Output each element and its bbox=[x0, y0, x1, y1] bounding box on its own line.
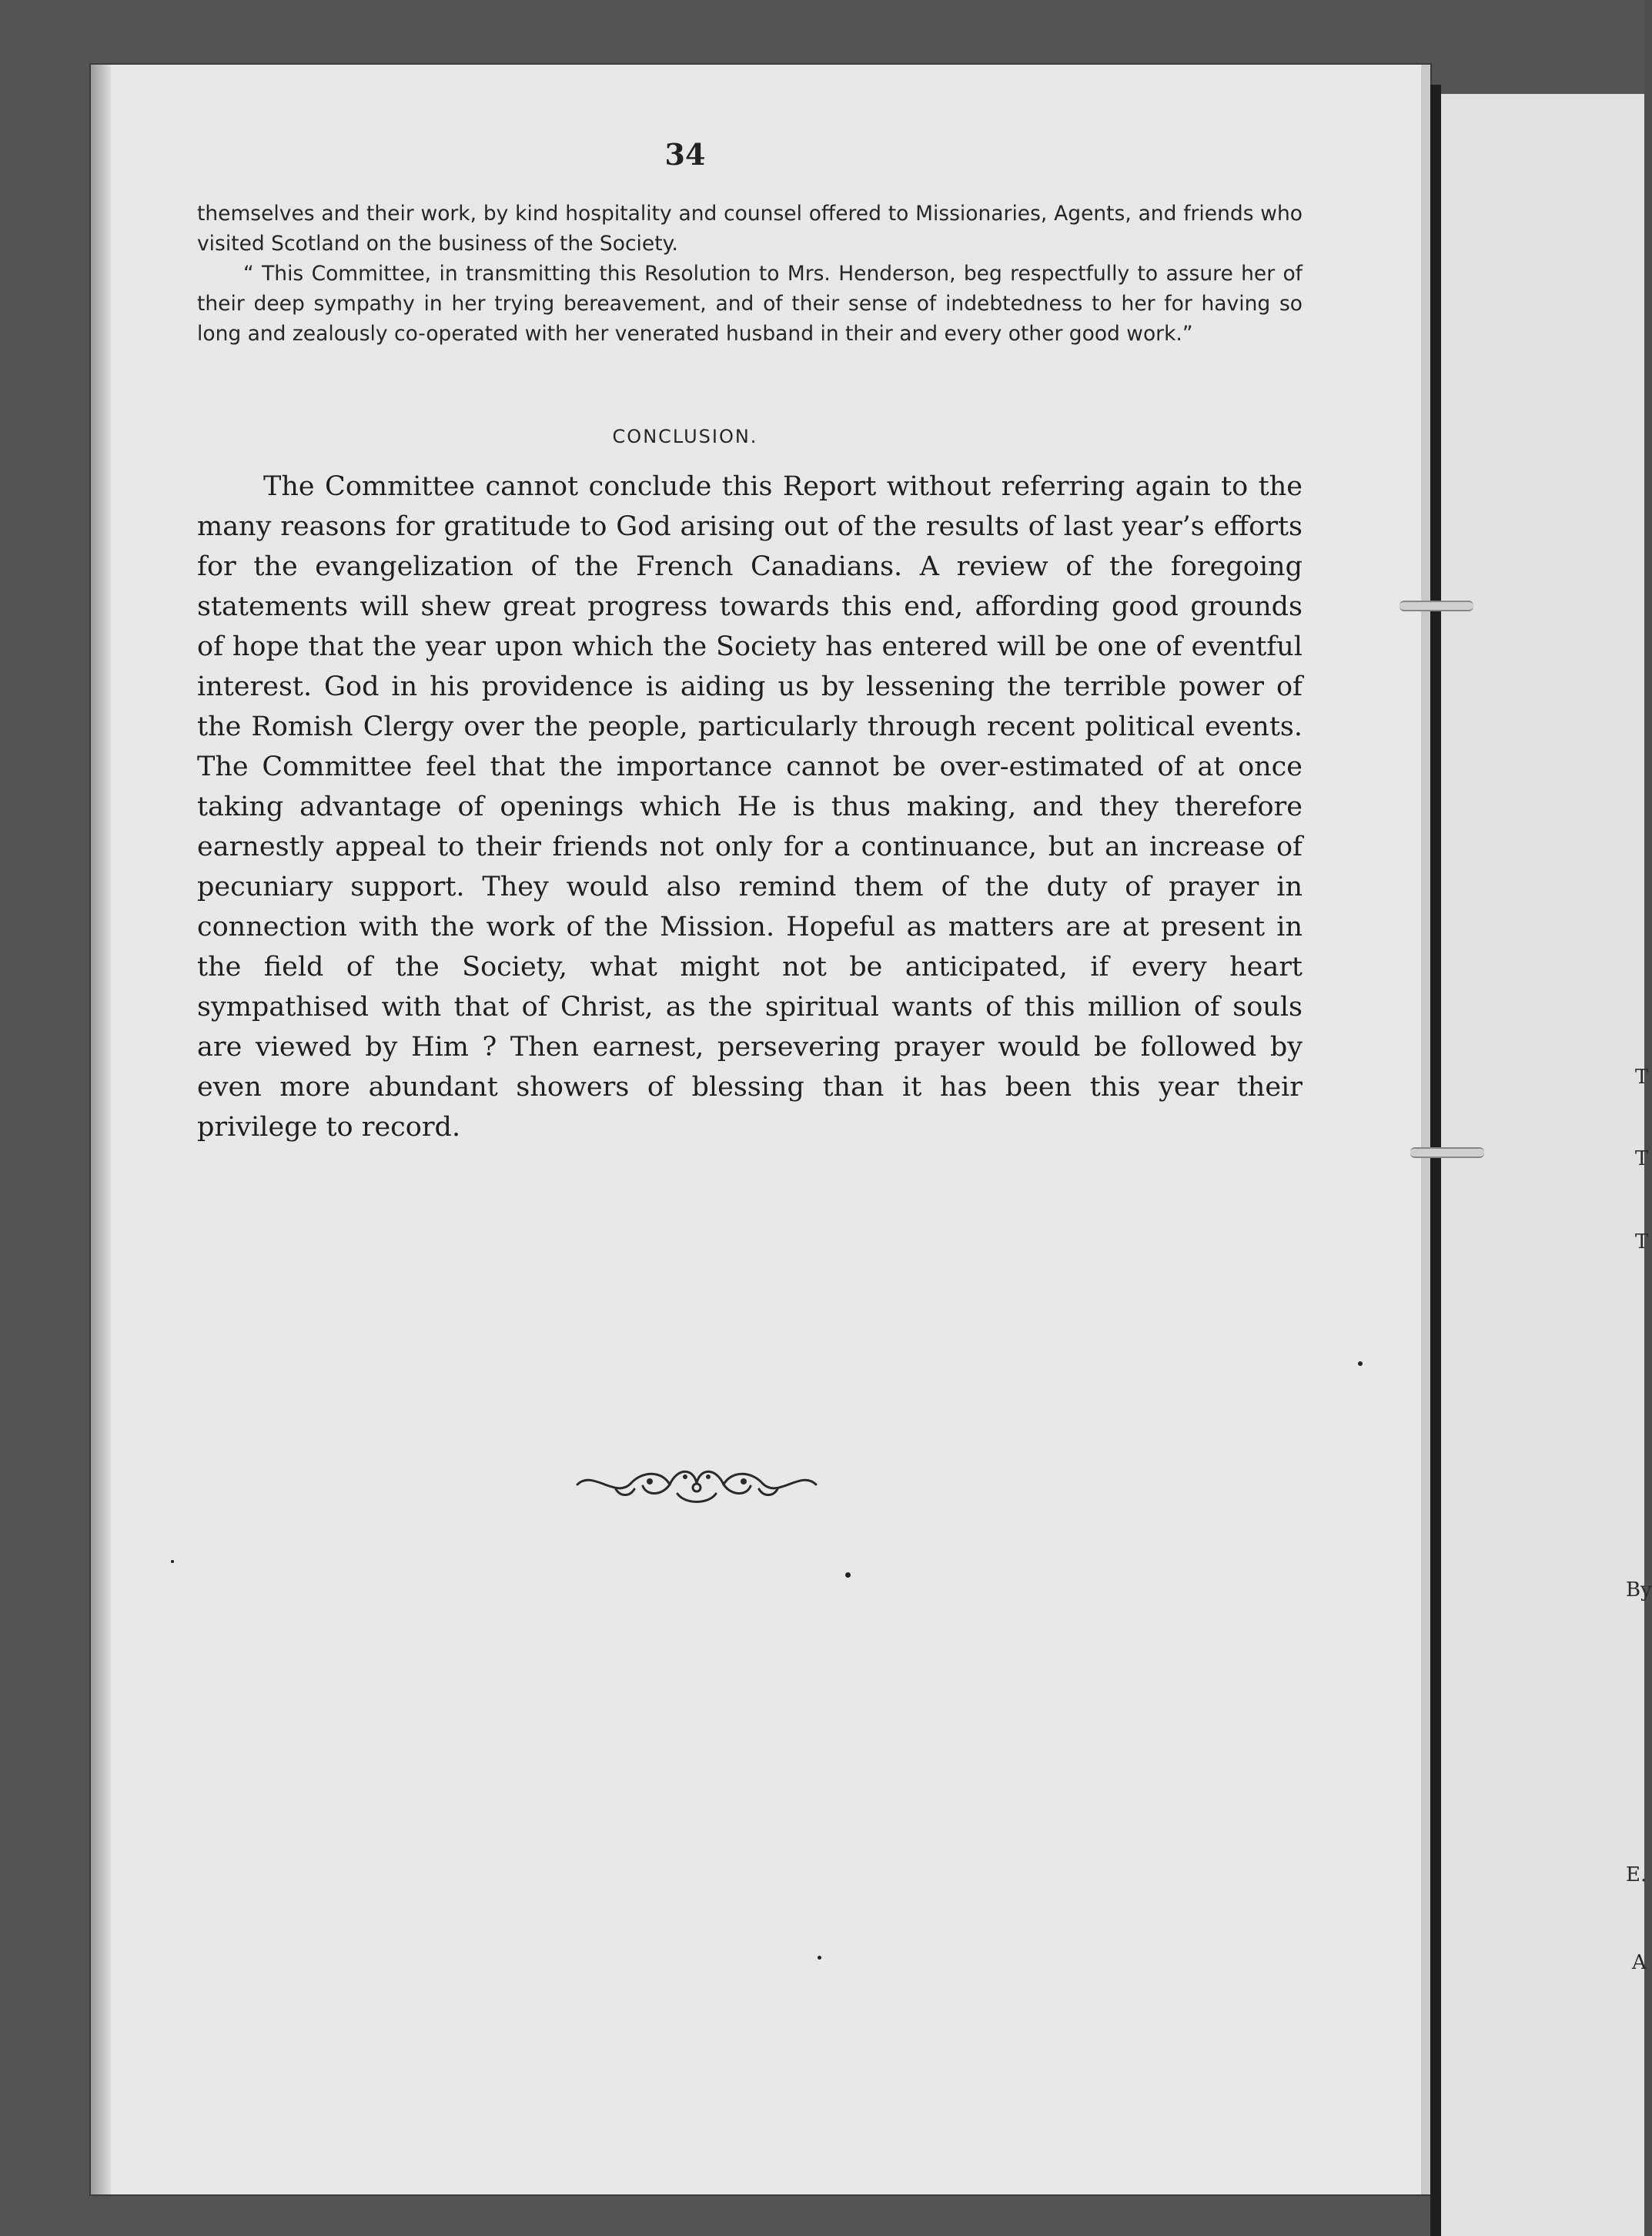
facing-page-fragment: A bbox=[1632, 1951, 1647, 1974]
conclusion-paragraph: The Committee cannot conclude this Report without referring again to the many reasons for gratitude to God arising out of the results of last year’s efforts for the evangelization of the French Canadians. A review of the foregoing statements will shew great progress towards this end, affording good grounds of hope that the year upon which the Society has entered will be one of eventful interest. God in his providence is aiding us by lessening the terrible power of the Romish Clergy over the people, particularly through recent political events. The Committee feel that the importance cannot be over-estimated of at once taking advantage of openings which He is thus making, and they therefore earnestly appeal to their friends not only for a continuance, but an increase of pecuniary support. They would also remind them of the duty of prayer in connection with the work of the Mission. Hopeful as matters are at present in the field of the Society, what might not be anticipated, if every heart sympathised with that of Christ, as the spiritual wants of this million of souls are viewed by Him ? Then earnest, persevering prayer would be followed by even more abundant showers of blessing than it has been this year their privilege to record. bbox=[197, 471, 1303, 1143]
page-edge-right bbox=[1421, 65, 1430, 2194]
facing-page-fragment: T bbox=[1635, 1230, 1649, 1254]
book-gutter bbox=[1430, 85, 1441, 2236]
page-number: 34 bbox=[664, 137, 706, 172]
facing-page-fragment: T bbox=[1635, 1147, 1649, 1170]
scan-speck bbox=[171, 1560, 174, 1563]
facing-page-fragment: By bbox=[1626, 1578, 1652, 1602]
facing-page-fragment: T bbox=[1635, 1066, 1649, 1089]
section-heading: CONCLUSION. bbox=[612, 426, 758, 447]
scan-speck bbox=[1358, 1361, 1363, 1366]
facing-page bbox=[1441, 94, 1652, 2236]
scan-speck bbox=[845, 1572, 851, 1578]
binding-clip bbox=[1410, 1147, 1484, 1158]
quoted-resolution bbox=[197, 199, 1303, 349]
quote-paragraph: themselves and their work, by kind hospitality and counsel offered to Missionaries, Agents, and friends who visited Scotland on the business of the Society. bbox=[197, 202, 1303, 256]
decorative-ornament bbox=[570, 1454, 824, 1512]
page-edge-left bbox=[91, 65, 111, 2194]
facing-page-fragment: E. bbox=[1626, 1863, 1647, 1886]
quote-paragraph: “ This Committee, in transmitting this Resolution to Mrs. Henderson, beg respectfully to assure her of their deep sympathy in her trying bereavement, and of their sense of indebtedness to her for having so long and zealously co-operated with her venerated husband in their and every other good work.” bbox=[197, 262, 1303, 346]
binding-clip bbox=[1400, 601, 1473, 611]
scan-speck bbox=[818, 1956, 821, 1960]
